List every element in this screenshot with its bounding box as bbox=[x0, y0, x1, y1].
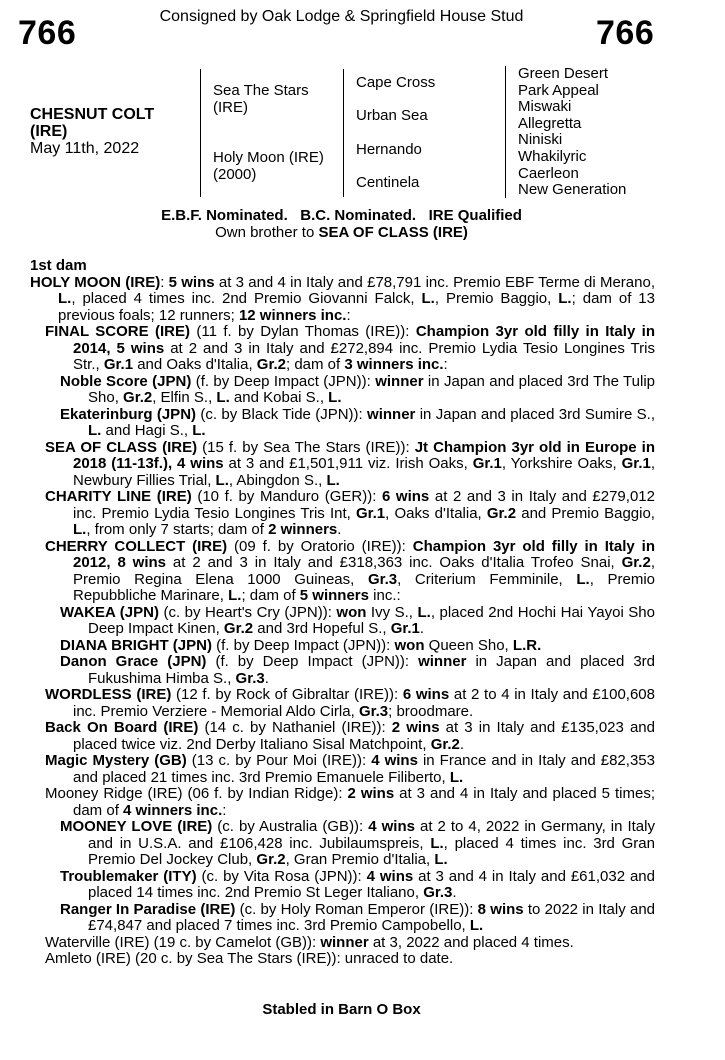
grandsire-sire: Cape Cross bbox=[356, 74, 436, 91]
granddam-dam: Centinela bbox=[356, 174, 420, 191]
dam-produce-record bbox=[30, 275, 655, 968]
produce-entry: CHERRY COLLECT (IRE) (09 f. by Oratorio (IRE)): Champion 3yr old filly in Italy in 2012, 8 wins at 2 and 3 in Italy and £318,363 inc. Oaks d'Italia Trofeo Snai, Gr.2, Premio Regina Elena 1000 Guineas, Gr.3, Criterium Femminile, L., Premio Repubbliche Marinare, L.; dam of 5 winners inc.: bbox=[45, 537, 655, 604]
produce-entry: Ekaterinburg (JPN) (c. by Black Tide (JPN)): winner in Japan and placed 3rd Sumire S., L. and Hagi S., L. bbox=[60, 405, 656, 439]
horse-name: CHESNUT COLT bbox=[30, 106, 155, 123]
section-title: 1st dam bbox=[30, 257, 87, 274]
produce-entry: WAKEA (JPN) (c. by Heart's Cry (JPN)): won Ivy S., L., placed 2nd Hochi Hai Yayoi Sho Deep Impact Kinen, Gr.2 and 3rd Hopeful S., Gr.1. bbox=[60, 603, 655, 637]
produce-entry: Mooney Ridge (IRE) (06 f. by Indian Ridge): 2 wins at 3 and 4 in Italy and placed 5 times; dam of 4 winners inc.: bbox=[45, 785, 655, 819]
produce-entry: FINAL SCORE (IRE) (11 f. by Dylan Thomas (IRE)): Champion 3yr old filly in Italy in 2014, 5 wins at 2 and 3 in Italy and £272,894 inc. Premio Lydia Tesio Longines Tris Str., Gr.1 and Oaks d'Italia, Gr.2; dam of 3 winners inc.: bbox=[45, 323, 655, 373]
brother-line: Own brother to SEA OF CLASS (IRE) bbox=[215, 224, 468, 241]
pedigree-divider-3 bbox=[505, 66, 506, 198]
grandsire-dam: Hernando bbox=[356, 141, 422, 158]
pedigree-divider-2 bbox=[343, 69, 344, 197]
catalogue-body bbox=[30, 258, 655, 968]
horse-info bbox=[30, 106, 154, 157]
produce-entry: Amleto (IRE) (20 c. by Sea The Stars (IRE)): unraced to date. bbox=[45, 950, 454, 967]
produce-entry: Back On Board (IRE) (14 c. by Nathaniel (IRE)): 2 wins at 3 in Italy and £135,023 and placed twice viz. 2nd Derby Italiano Sisal Matchpoint, Gr.2. bbox=[45, 719, 655, 753]
produce-entry: Magic Mystery (GB) (13 c. by Pour Moi (IRE)): 4 wins in France and in Italy and £82,353 and placed 21 times inc. 3rd Premio Emanuele Filiberto, L. bbox=[45, 752, 655, 786]
nominations: E.B.F. Nominated. B.C. Nominated. IRE Qualified bbox=[161, 207, 522, 224]
lot-number-right: 766 bbox=[596, 14, 655, 52]
produce-entry: CHARITY LINE (IRE) (10 f. by Manduro (GER)): 6 wins at 2 and 3 in Italy and £279,012 inc. Premio Lydia Tesio Longines Tris Int, Gr.1, Oaks d'Italia, Gr.2 and Premio Baggio, L., from only 7 starts; dam of 2 winners. bbox=[45, 488, 655, 538]
produce-entry: Waterville (IRE) (19 c. by Camelot (GB)): winner at 3, 2022 and placed 4 times. bbox=[45, 933, 574, 951]
consignor: Consigned by Oak Lodge & Springfield House Stud bbox=[159, 8, 524, 25]
produce-entry: DIANA BRIGHT (JPN) (f. by Deep Impact (JPN)): won Queen Sho, L.R. bbox=[60, 636, 542, 654]
produce-entry: Ranger In Paradise (IRE) (c. by Holy Roman Emperor (IRE)): 8 wins to 2022 in Italy and £74,847 and placed 7 times inc. 3rd Premio Campobello, L. bbox=[60, 900, 655, 934]
lot-number-left: 766 bbox=[18, 14, 77, 52]
produce-entry: HOLY MOON (IRE): 5 wins at 3 and 4 in Italy and £78,791 inc. Premio EBF Terme di Merano, L., placed 4 times inc. 2nd Premio Giovanni Falck, L., Premio Baggio, L.; dam of 13 previous foals; 12 runners; 12 winners inc.: bbox=[30, 273, 656, 324]
produce-entry: Noble Score (JPN) (f. by Deep Impact (JPN)): winner in Japan and placed 3rd The Tulip Sho, Gr.2, Elfin S., L. and Kobai S., L. bbox=[60, 372, 655, 406]
foaling-date: May 11th, 2022 bbox=[30, 140, 140, 157]
dam: Holy Moon (IRE) (2000) bbox=[213, 149, 324, 183]
horse-country: (IRE) bbox=[30, 123, 68, 140]
produce-entry: SEA OF CLASS (IRE) (15 f. by Sea The Stars (IRE)): Jt Champion 3yr old in Europe in 2018 (11-13f.), 4 wins at 3 and £1,501,911 viz. Irish Oaks, Gr.1, Yorkshire Oaks, Gr.1, Newbury Fillies Trial, L., Abingdon S., L. bbox=[45, 438, 655, 489]
produce-entry: WORDLESS (IRE) (12 f. by Rock of Gibraltar (IRE)): 6 wins at 2 to 4 in Italy and £100,608 inc. Premio Verziere - Memorial Aldo Cirla, Gr.3; broodmare. bbox=[45, 686, 655, 720]
produce-entry: MOONEY LOVE (IRE) (c. by Australia (GB)): 4 wins at 2 to 4, 2022 in Germany, in Italy and in U.S.A. and £106,428 inc. Jubilaumspreis, L., placed 4 times inc. 3rd Gran Premio Del Jockey Club, Gr.2, Gran Premio d'Italia, L. bbox=[60, 818, 655, 868]
pedigree-divider-1 bbox=[200, 69, 201, 197]
sire: Sea The Stars (IRE) bbox=[213, 82, 309, 116]
produce-entry: Danon Grace (JPN) (f. by Deep Impact (JPN)): winner in Japan and placed 3rd Fukushima Himba S., Gr.3. bbox=[60, 653, 655, 687]
stabling-info: Stabled in Barn O Box bbox=[262, 1001, 421, 1018]
great-grandparents: Green Desert Park Appeal Miswaki Allegretta Niniski Whakilyric Caerleon New Generation bbox=[518, 65, 627, 199]
granddam-sire: Urban Sea bbox=[356, 107, 428, 124]
produce-entry: Troublemaker (ITY) (c. by Vita Rosa (JPN)): 4 wins at 3 and 4 in Italy and £61,032 and placed 14 times inc. 2nd Premio St Leger Italiano, Gr.3. bbox=[60, 867, 655, 901]
